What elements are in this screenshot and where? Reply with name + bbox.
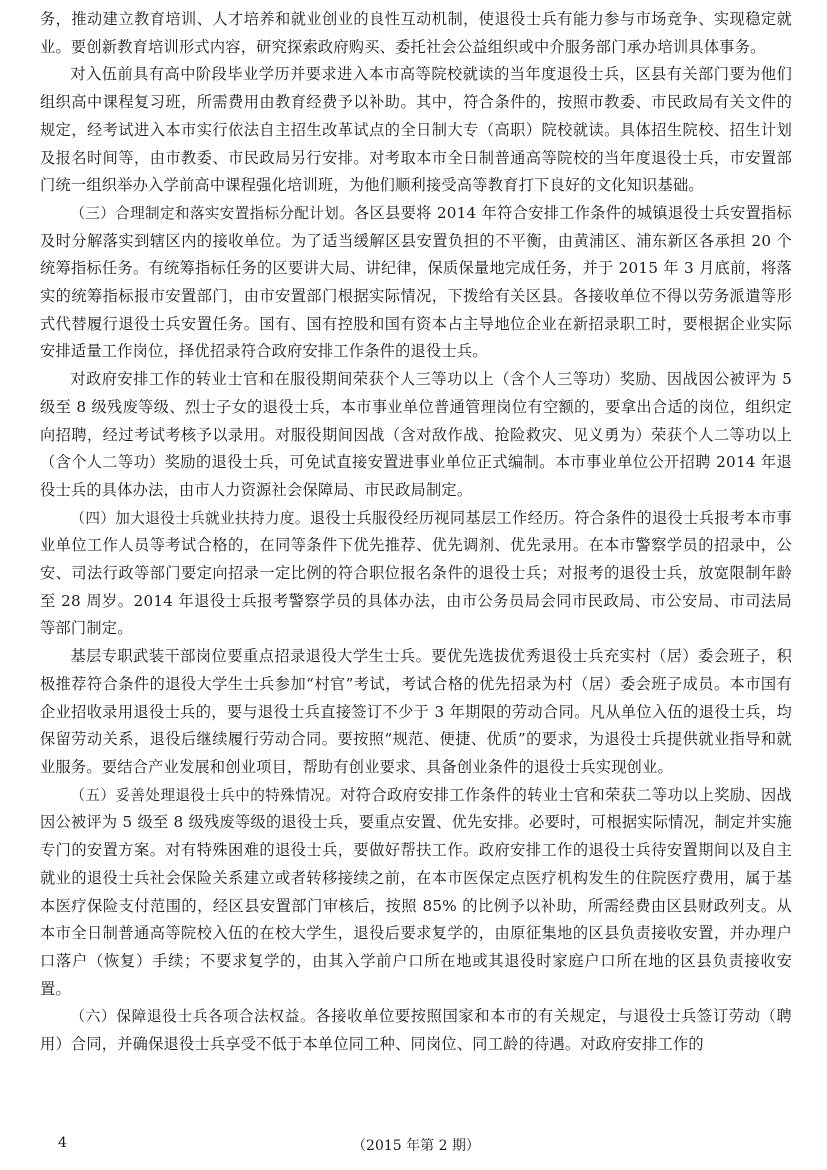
paragraph-5 (40, 505, 792, 644)
paragraph-text: 务，推动建立教育培训、人才培养和就业创业的良性互动机制，使退役士兵有能力参与市场竞争、实现稳定就业。要创新教育培训形式内容，研究探索政府购买、委托社会公益组织或中介服务部门承办培训具体事务。 (40, 10, 792, 56)
paragraph-3 (40, 200, 792, 366)
paragraph-4 (40, 366, 792, 505)
paragraph-2 (40, 61, 792, 200)
paragraph-text: 各接收单位要按照国家和本市的有关规定，与退役士兵签订劳动（聘用）合同，并确保退役士兵享受不低于本单位同工种、同岗位、同工龄的待遇。对政府安排工作的 (40, 1007, 792, 1054)
paragraph-text: 退役士兵服役经历视同基层工作经历。符合条件的退役士兵报考本市事业单位工作人员等考试合格的，在同等条件下优先推荐、优先调剂、优先录用。在本市警察学员的招录中，公安、司法行政等部门要定向招录一定比例的符合职位报名条件的退役士兵；对报考的退役士兵，放宽限制年龄至 28 周岁。2014 年退役士兵报考警察学员的具体办法，由市公务员局会同市民政局、市公安局、市司法局等部门制定。 (40, 508, 792, 638)
page-footer (40, 1135, 792, 1161)
document-body (40, 6, 792, 1059)
paragraph-text: 各区县要将 2014 年符合安排工作条件的城镇退役士兵安置指标及时分解落实到辖区内的接收单位。为了适当缓解区县安置负担的不平衡，由黄浦区、浦东新区各承担 20 个统筹指标任务。有统筹指标任务的区要讲大局、讲纪律，保质保量地完成任务，并于 2015 年 3 月底前，将落实的统筹指标报市安置部门，由市安置部门根据实际情况，下拨给有关区县。各接收单位不得以劳务派遣等形式代替履行退役士兵安置任务。国有、国有控股和国有资本占主导地位企业在新招录职工时，要根据企业实际安排适量工作岗位，择优招录符合政府安排工作条件的退役士兵。 (40, 203, 792, 361)
section-heading-4: （四）加大退役士兵就业扶持力度。 (70, 509, 310, 527)
paragraph-text: 基层专职武装干部岗位要重点招录退役大学生士兵。要优先选拔优秀退役士兵充实村（居）委会班子，积极推荐符合条件的退役大学生士兵参加“村官”考试，考试合格的优先招录为村（居）委会班子成员。本市国有企业招收录用退役士兵的，要与退役士兵直接签订不少于 3 年期限的劳动合同。凡从单位入伍的退役士兵，均保留劳动关系，退役后继续履行劳动合同。要按照“规范、便捷、优质”的要求，为退役士兵提供就业指导和就业服务。要结合产业发展和创业项目，帮助有创业要求、具备创业条件的退役士兵实现创业。 (40, 647, 792, 776)
paragraph-7 (40, 782, 792, 1004)
section-heading-6: （六）保障退役士兵各项合法权益。 (70, 1008, 316, 1026)
section-heading-5: （五）妥善处理退役士兵中的特殊情况。 (70, 786, 341, 804)
issue-label: （2015 年第 2 期） (352, 1138, 480, 1154)
paragraph-text: 对入伍前具有高中阶段毕业学历并要求进入本市高等院校就读的当年度退役士兵，区县有关部门要为他们组织高中课程复习班，所需费用由教育经费予以补助。其中，符合条件的，按照市教委、市民政局有关文件的规定，经考试进入本市实行依法自主招生改革试点的全日制大专（高职）院校就读。具体招生院校、招生计划及报名时间等，由市教委、市民政局另行安排。对考取本市全日制普通高等院校的当年度退役士兵，市安置部门统一组织举办入学前高中课程强化培训班，为他们顺利接受高等教育打下良好的文化知识基础。 (40, 65, 792, 195)
paragraph-text: 对政府安排工作的转业士官和在服役期间荣获个人三等功以上（含个人三等功）奖励、因战因公被评为 5 级至 8 级残废等级、烈士子女的退役士兵，本市事业单位普通管理岗位有空额的，要拿出合适的岗位，组织定向招聘，经过考试考核予以录用。对服役期间因战（含对敌作战、抢险救灾、见义勇为）荣获个人二等功以上（含个人二等功）奖励的退役士兵，可免试直接安置进事业单位正式编制。本市事业单位公开招聘 2014 年退役士兵的具体办法，由市人力资源社会保障局、市民政局制定。 (40, 370, 792, 499)
paragraph-text: 对符合政府安排工作条件的转业士官和荣获二等功以上奖励、因战因公被评为 5 级至 8 级残废等级的退役士兵，要重点安置、优先安排。必要时，可根据实际情况，制定并实施专门的安置方案。对有特殊困难的退役士兵，要做好帮扶工作。政府安排工作的退役士兵待安置期间以及自主就业的退役士兵社会保险关系建立或者转移接续之前，在本市医保定点医疗机构发生的住院医疗费用，属于基本医疗保险支付范围的，经区县安置部门审核后，按照 85% 的比例予以补助，所需经费由区县财政列支。从本市全日制普通高等院校入伍的在校大学生，退役后要求复学的，由原征集地的区县负责接收安置，并办理户口落户（恢复）手续；不要求复学的，由其入学前户口所在地或其退役时家庭户口所在地的区县负责接收安置。 (40, 785, 792, 998)
paragraph-1 (40, 6, 792, 61)
page-number: 4 (58, 1135, 67, 1151)
paragraph-8 (40, 1003, 792, 1058)
section-heading-3: （三）合理制定和落实安置指标分配计划。 (70, 204, 355, 222)
paragraph-6 (40, 643, 792, 782)
